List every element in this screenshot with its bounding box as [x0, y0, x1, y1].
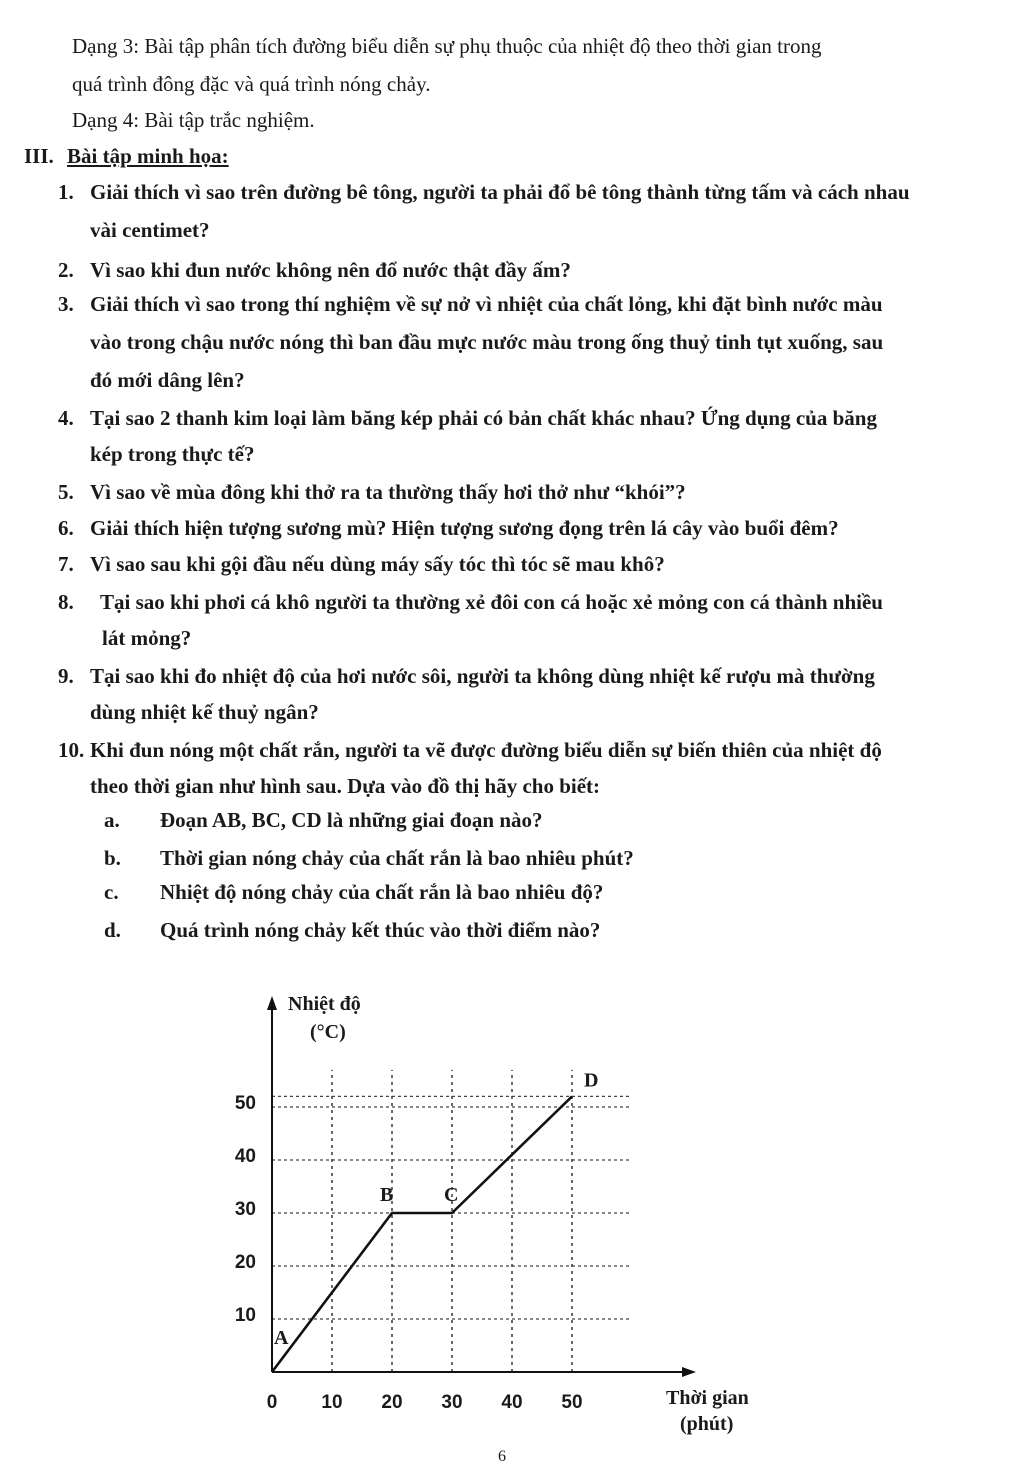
subquestion-text-b: Thời gian nóng chảy của chất rắn là bao nhiêu phút? [160, 846, 634, 870]
question-number-6: 6. [58, 516, 74, 540]
question-7-line-1: Vì sao sau khi gội đầu nếu dùng máy sấy tóc thì tóc sẽ mau khô? [90, 552, 665, 576]
section-heading [24, 144, 229, 169]
chart-series [272, 1096, 572, 1372]
question-4-line-2: kép trong thực tế? [90, 442, 255, 466]
y-tick-label-30: 30 [234, 1199, 256, 1220]
subquestion-letter-a: a. [104, 808, 120, 832]
question-number-9: 9. [58, 664, 74, 688]
question-9-line-2: dùng nhiệt kế thuỷ ngân? [90, 700, 319, 724]
question-2-line-1: Vì sao khi đun nước không nên đổ nước thật đầy ấm? [90, 258, 571, 282]
question-6-line-1: Giải thích hiện tượng sương mù? Hiện tượng sương đọng trên lá cây vào buổi đêm? [90, 516, 839, 540]
question-3-line-2: vào trong chậu nước nóng thì ban đầu mực nước màu trong ống thuỷ tinh tụt xuống, sau [90, 330, 884, 354]
question-8-line-1: Tại sao khi phơi cá khô người ta thường xẻ đôi con cá hoặc xẻ mỏng con cá thành nhiều [100, 590, 883, 614]
question-number-5: 5. [58, 480, 74, 504]
subquestion-letter-d: d. [104, 918, 121, 942]
question-5-line-1: Vì sao về mùa đông khi thở ra ta thường thấy hơi thở như “khói”? [90, 480, 686, 504]
x-tick-label-20: 20 [381, 1392, 403, 1413]
y-axis-arrow [267, 996, 277, 1010]
series-line-0 [272, 1096, 572, 1372]
question-number-7: 7. [58, 552, 74, 576]
question-10-line-1: Khi đun nóng một chất rắn, người ta vẽ được đường biểu diễn sự biến thiên của nhiệt độ [90, 738, 882, 762]
question-8-line-2: lát mỏng? [102, 626, 192, 650]
question-9-line-1: Tại sao khi đo nhiệt độ của hơi nước sôi, người ta không dùng nhiệt kế rượu mà thường [90, 664, 875, 688]
x-tick-label-40: 40 [501, 1392, 523, 1413]
subquestion-text-d: Quá trình nóng chảy kết thúc vào thời điểm nào? [160, 918, 601, 942]
point-label-A: A [274, 1327, 289, 1350]
y-tick-label-50: 50 [234, 1093, 256, 1114]
point-label-C: C [444, 1184, 459, 1206]
subquestion-letter-b: b. [104, 846, 121, 870]
y-axis-title-line1: Nhiệt độ [288, 993, 361, 1015]
subquestion-text-a: Đoạn AB, BC, CD là những giai đoạn nào? [160, 808, 543, 832]
question-4-line-1: Tại sao 2 thanh kim loại làm băng kép phải có bản chất khác nhau? Ứng dụng của băng [90, 406, 877, 430]
x-tick-label-10: 10 [321, 1392, 343, 1413]
subquestion-letter-c: c. [104, 880, 119, 904]
chart-ticks [235, 1093, 583, 1413]
x-axis-title-line1: Thời gian [666, 1387, 749, 1409]
x-tick-label-50: 50 [561, 1392, 583, 1413]
y-tick-label-20: 20 [234, 1252, 256, 1273]
x-axis-arrow [682, 1367, 696, 1377]
question-number-1: 1. [58, 180, 74, 204]
question-number-8: 8. [58, 590, 74, 614]
question-number-10: 10. [58, 738, 85, 762]
chart-point-labels [274, 1069, 598, 1349]
point-label-B: B [380, 1184, 394, 1206]
question-1-line-2: vài centimet? [90, 218, 210, 242]
intro-dang4: Dạng 4: Bài tập trắc nghiệm. [72, 108, 315, 132]
section-title: Bài tập minh họa: [67, 144, 229, 168]
chart-grid [272, 1070, 630, 1372]
subquestion-text-c: Nhiệt độ nóng chảy của chất rắn là bao nhiêu độ? [160, 880, 604, 904]
y-tick-label-10: 10 [234, 1305, 256, 1326]
question-3-line-3: đó mới dâng lên? [90, 368, 245, 392]
chart-axes [267, 996, 696, 1377]
x-tick-label-0: 0 [266, 1392, 278, 1413]
intro-dang3-line1: Dạng 3: Bài tập phân tích đường biểu diễn sự phụ thuộc của nhiệt độ theo thời gian trong [72, 34, 822, 58]
temperature-time-chart [200, 980, 800, 1440]
question-1-line-1: Giải thích vì sao trên đường bê tông, người ta phải đổ bê tông thành từng tấm và cách nhau [90, 180, 910, 204]
intro-dang3-line2: quá trình đông đặc và quá trình nóng chảy. [72, 72, 431, 96]
y-axis-title-line2: (°C) [310, 1021, 346, 1043]
question-number-4: 4. [58, 406, 74, 430]
point-label-D: D [584, 1069, 599, 1092]
question-3-line-1: Giải thích vì sao trong thí nghiệm về sự nở vì nhiệt của chất lỏng, khi đặt bình nước màu [90, 292, 883, 316]
y-tick-label-40: 40 [234, 1146, 256, 1167]
question-number-3: 3. [58, 292, 74, 316]
section-number: III. [24, 144, 54, 168]
x-tick-label-30: 30 [441, 1392, 463, 1413]
question-number-2: 2. [58, 258, 74, 282]
question-10-line-2: theo thời gian như hình sau. Dựa vào đồ thị hãy cho biết: [90, 774, 601, 798]
page-number: 6 [498, 1448, 506, 1465]
x-axis-title-line2: (phút) [680, 1413, 734, 1435]
